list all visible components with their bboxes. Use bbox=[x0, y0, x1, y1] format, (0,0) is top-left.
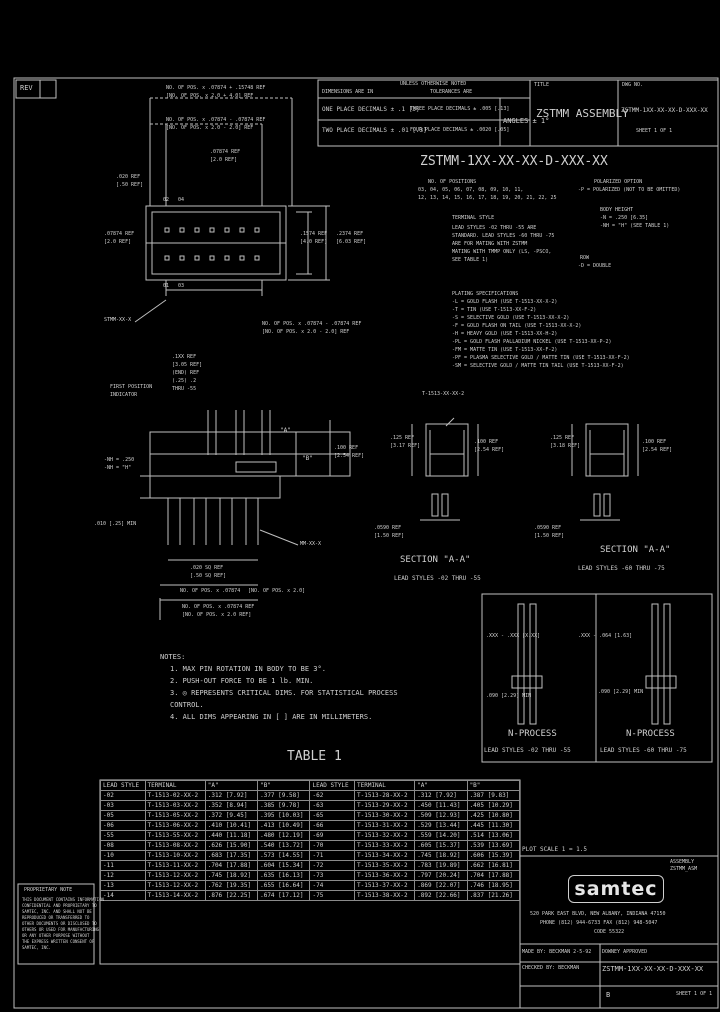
table-cell: T-1513-12-XX-2 bbox=[145, 871, 205, 881]
plating-line: -F = GOLD FLASH ON TAIL (USE T-1513-XX-X-2) bbox=[452, 323, 582, 329]
table-cell: .746 [18.95] bbox=[467, 881, 519, 891]
lead-style-notes bbox=[452, 226, 554, 263]
table-cell: .635 [16.13] bbox=[258, 871, 310, 881]
table-cell: .573 [14.55] bbox=[258, 851, 310, 861]
table-cell: .509 [12.93] bbox=[415, 811, 467, 821]
row-pitch-mm: [2.0 REF] bbox=[104, 239, 132, 245]
table-cell: .445 [11.30] bbox=[467, 821, 519, 831]
side-callout: MM-XX-X bbox=[300, 541, 322, 547]
col-header: "B" bbox=[467, 781, 519, 791]
table-cell: -11 bbox=[101, 861, 146, 871]
table-cell: T-1513-02-XX-2 bbox=[145, 791, 205, 801]
table-cell: -05 bbox=[101, 811, 146, 821]
body-height-title: BODY HEIGHT bbox=[600, 207, 634, 213]
proprietary-line: REPRODUCED OR TRANSFERRED TO bbox=[22, 915, 90, 920]
top-dim1: NO. OF POS. x .07874 + .15748 REF bbox=[166, 85, 266, 91]
table-cell: T-1513-32-XX-2 bbox=[355, 831, 415, 841]
proprietary-text bbox=[22, 898, 104, 950]
company-phone: PHONE (812) 944-6733 FAX (812) 948-5047 bbox=[540, 920, 658, 926]
table-cell: T-1513-38-XX-2 bbox=[355, 891, 415, 901]
body-height-nh: -NH = "H" bbox=[104, 465, 132, 471]
top-pitch: .07874 REF bbox=[210, 149, 241, 155]
table-row bbox=[101, 861, 520, 871]
section2-sub: LEAD STYLES -60 THRU -75 bbox=[578, 565, 665, 572]
table-cell: .372 [9.45] bbox=[205, 811, 257, 821]
pin-label: 03 bbox=[178, 283, 185, 289]
positions-line1: 03, 04, 05, 06, 07, 08, 09, 10, 11, bbox=[418, 187, 524, 193]
table-cell: .662 [16.81] bbox=[467, 861, 519, 871]
plating-line: -S = SELECTIVE GOLD (USE T-1513-XX-X-2) bbox=[452, 315, 570, 321]
note-line: 4. ALL DIMS APPEARING IN [ ] ARE IN MILLIMETERS. bbox=[170, 713, 373, 721]
table-cell: -63 bbox=[310, 801, 355, 811]
proprietary-line: THIS DOCUMENT CONTAINS INFORMATION bbox=[22, 897, 104, 902]
company-code: CODE 55322 bbox=[594, 929, 625, 935]
table-cell: T-1513-10-XX-2 bbox=[145, 851, 205, 861]
top-dim2-mm: [NO. OF POS. x 2.0 - 2.0] REF bbox=[166, 125, 254, 131]
table-cell: .745 [18.92] bbox=[205, 871, 257, 881]
nprocess1-sub: LEAD STYLES -02 THRU -55 bbox=[484, 747, 571, 754]
sheet-number: SHEET 1 OF 1 bbox=[636, 128, 673, 134]
proprietary-line: OTHER DOCUMENTS OR DISCLOSED TO bbox=[22, 921, 97, 926]
table-cell: .480 [12.19] bbox=[258, 831, 310, 841]
approved-by: DOWNEY APPROVED bbox=[602, 949, 648, 955]
section1-left: .125 REF bbox=[390, 435, 415, 441]
side-bot3-mm: [NO. OF POS. x 2.0 REF] bbox=[182, 612, 252, 618]
lead-note-line: SEE TABLE 1) bbox=[452, 257, 489, 263]
side-ref4: THRU -55 bbox=[172, 386, 197, 392]
table-cell: T-1513-11-XX-2 bbox=[145, 861, 205, 871]
table-cell: -71 bbox=[310, 851, 355, 861]
table-cell: -74 bbox=[310, 881, 355, 891]
top-edge-mm: [.50 REF] bbox=[116, 182, 144, 188]
plating-line: -H = HEAVY GOLD (USE T-1513-XX-H-2) bbox=[452, 331, 558, 337]
table-title: TABLE 1 bbox=[287, 749, 342, 764]
table-cell: .450 [11.43] bbox=[415, 801, 467, 811]
assembly-label: ASSEMBLY bbox=[670, 859, 695, 865]
table-row bbox=[101, 801, 520, 811]
table-cell: .377 [9.58] bbox=[258, 791, 310, 801]
side-right-dim-mm: [2.54 REF] bbox=[334, 453, 365, 459]
table-cell: -13 bbox=[101, 881, 146, 891]
drawing-title: ZSTMM ASSEMBLY bbox=[536, 107, 629, 120]
plating-line: -L = GOLD FLASH (USE T-1513-XX-X-2) bbox=[452, 299, 558, 305]
col-header: LEAD STYLE bbox=[310, 781, 355, 791]
angles-tolerance: ANGLES ± 1° bbox=[503, 117, 550, 125]
note-line: 2. PUSH-OUT FORCE TO BE 1 lb. MIN. bbox=[170, 677, 314, 685]
section2-right-mm: [2.54 REF] bbox=[642, 447, 673, 453]
side-bot2-mm: [NO. OF POS. x 2.0] bbox=[248, 588, 306, 594]
table-cell: .762 [19.35] bbox=[205, 881, 257, 891]
rev-label: REV bbox=[20, 84, 33, 92]
plating-line: -PL = GOLD FLASH PALLADIUM NICKEL (USE T-1513-XX-P-2) bbox=[452, 339, 612, 345]
dim-b-label: "B" bbox=[302, 455, 313, 462]
note-line: 1. MAX PIN ROTATION IN BODY TO BE 3°. bbox=[170, 665, 326, 673]
table-cell: .405 [10.29] bbox=[467, 801, 519, 811]
table-cell: -03 bbox=[101, 801, 146, 811]
polarized-sub: -P = POLARIZED (NOT TO BE OMITTED) bbox=[578, 187, 681, 193]
proprietary-line: OR ANY OTHER PURPOSE WITHOUT bbox=[22, 933, 90, 938]
proprietary-line: THE EXPRESS WRITTEN CONSENT OF bbox=[22, 939, 95, 944]
table-cell: .387 [9.83] bbox=[467, 791, 519, 801]
dwg-number: ZSTMM-1XX-XX-XX-D-XXX-XX bbox=[621, 107, 708, 114]
table-cell: -10 bbox=[101, 851, 146, 861]
made-by: MADE BY: BECKMAN 2-5-92 bbox=[522, 949, 592, 955]
section1-bottom: .0590 REF bbox=[374, 525, 402, 531]
section1-callout: T-1513-XX-XX-2 bbox=[422, 391, 465, 397]
table-cell: .797 [20.24] bbox=[415, 871, 467, 881]
top-pitch-mm: [2.0 REF] bbox=[210, 157, 238, 163]
nprocess1-d2: .090 [2.29] MIN bbox=[486, 693, 532, 699]
table-cell: -08 bbox=[101, 841, 146, 851]
table-header-row bbox=[101, 781, 520, 791]
dwg-label: DWG NO. bbox=[622, 82, 644, 88]
table-cell: -62 bbox=[310, 791, 355, 801]
col-header: TERMINAL bbox=[145, 781, 205, 791]
table-row bbox=[101, 851, 520, 861]
body-height-line: -N = .250 [6.35] bbox=[600, 215, 649, 221]
table-cell: T-1513-08-XX-2 bbox=[145, 841, 205, 851]
table-row bbox=[101, 841, 520, 851]
side-bot1: .020 SQ REF bbox=[190, 565, 224, 571]
table-cell: -14 bbox=[101, 891, 146, 901]
plating-line: -PF = PLASMA SELECTIVE GOLD / MATTE TIN (USE T-1513-XX-F-2) bbox=[452, 355, 630, 361]
pin-label: 02 bbox=[163, 197, 170, 203]
top-dim1-mm: [NO. OF POS. x 2.0 + 4.0] REF bbox=[166, 93, 254, 99]
col-header: "A" bbox=[205, 781, 257, 791]
checked-by: CHECKED BY: BECKMAN bbox=[522, 965, 580, 971]
section1-sub: LEAD STYLES -02 THRU -55 bbox=[394, 575, 481, 582]
section2-title: SECTION "A-A" bbox=[600, 545, 671, 555]
table-cell: -66 bbox=[310, 821, 355, 831]
table-cell: .655 [16.64] bbox=[258, 881, 310, 891]
table-cell: .892 [22.66] bbox=[415, 891, 467, 901]
table-cell: .837 [21.26] bbox=[467, 891, 519, 901]
nprocess1-d1: .XXX - .XXX [X.XX] bbox=[486, 633, 541, 639]
table-cell: .395 [10.03] bbox=[258, 811, 310, 821]
section1-title: SECTION "A-A" bbox=[400, 555, 471, 565]
width1: .1574 REF bbox=[300, 231, 328, 237]
table-cell: T-1513-29-XX-2 bbox=[355, 801, 415, 811]
table-cell: -69 bbox=[310, 831, 355, 841]
lead-note-line: LEAD STYLES -02 THRU -55 ARE bbox=[452, 225, 537, 231]
row-sub: -D = DOUBLE bbox=[578, 263, 612, 269]
table-row bbox=[101, 821, 520, 831]
table-cell: .704 [17.88] bbox=[205, 861, 257, 871]
section2-bottom: .0590 REF bbox=[534, 525, 562, 531]
table-row bbox=[101, 881, 520, 891]
width2: .2374 REF bbox=[336, 231, 364, 237]
footer-dwg-number: ZSTMM-1XX-XX-XX-D-XXX-XX bbox=[602, 965, 704, 973]
table-cell: -65 bbox=[310, 811, 355, 821]
one-place-tolerance: ONE PLACE DECIMALS ± .1 [3] bbox=[322, 106, 420, 113]
note-line: 3. ◎ REPRESENTS CRITICAL DIMS. FOR STATISTICAL PROCESS bbox=[170, 689, 398, 697]
top-callout: STMM-XX-X bbox=[104, 317, 132, 323]
table-cell: T-1513-35-XX-2 bbox=[355, 861, 415, 871]
table-cell: T-1513-31-XX-2 bbox=[355, 821, 415, 831]
width2-mm: [6.03 REF] bbox=[336, 239, 367, 245]
side-ref1: .1XX REF bbox=[172, 354, 197, 360]
nprocess2-d2: .090 [2.29] MIN bbox=[598, 689, 644, 695]
table-cell: -12 bbox=[101, 871, 146, 881]
top-dim2: NO. OF POS. x .07874 - .07874 REF bbox=[166, 117, 266, 123]
table-cell: .529 [13.44] bbox=[415, 821, 467, 831]
pin-label: 01 bbox=[163, 283, 170, 289]
table-cell: .539 [13.69] bbox=[467, 841, 519, 851]
lead-style-title: TERMINAL STYLE bbox=[452, 215, 495, 221]
table-cell: .413 [10.49] bbox=[258, 821, 310, 831]
table-cell: .745 [18.92] bbox=[415, 851, 467, 861]
proprietary-line: OTHERS OR USED FOR MANUFACTURING bbox=[22, 927, 100, 932]
table-row bbox=[101, 791, 520, 801]
col-header: LEAD STYLE bbox=[101, 781, 146, 791]
status-label: ZSTMM_ASM bbox=[670, 866, 698, 872]
table-cell: .352 [8.94] bbox=[205, 801, 257, 811]
section2-bottom-mm: [1.50 REF] bbox=[534, 533, 565, 539]
table-cell: T-1513-33-XX-2 bbox=[355, 841, 415, 851]
company-address: 520 PARK EAST BLVD, NEW ALBANY, INDIANA 47150 bbox=[530, 911, 666, 917]
four-place-tolerance: FOUR PLACE DECIMALS ± .0020 [.05] bbox=[410, 127, 510, 133]
table-cell: .704 [17.88] bbox=[467, 871, 519, 881]
footer-sheet: SHEET 1 OF 1 bbox=[676, 991, 713, 997]
proprietary-line: SAMTEC, INC. AND SHALL NOT BE bbox=[22, 909, 92, 914]
table-cell: .312 [7.92] bbox=[415, 791, 467, 801]
table-cell: -73 bbox=[310, 871, 355, 881]
table-cell: T-1513-55-XX-2 bbox=[145, 831, 205, 841]
lead-style-table bbox=[100, 780, 520, 901]
body-height-line: -NH = "H" (SEE TABLE 1) bbox=[600, 223, 670, 229]
table-cell: .514 [13.06] bbox=[467, 831, 519, 841]
plating-title: PLATING SPECIFICATIONS bbox=[452, 291, 519, 297]
plating-line: -T = TIN (USE T-1513-XX-F-2) bbox=[452, 307, 537, 313]
plot-scale: PLOT SCALE 1 = 1.5 bbox=[522, 846, 588, 853]
table-row bbox=[101, 871, 520, 881]
table-cell: .605 [15.37] bbox=[415, 841, 467, 851]
nprocess1-title: N-PROCESS bbox=[508, 729, 557, 739]
plating-list bbox=[452, 300, 630, 369]
table-cell: T-1513-37-XX-2 bbox=[355, 881, 415, 891]
tolerance-dimensions: DIMENSIONS ARE IN bbox=[322, 89, 374, 95]
side-left-dim: .010 [.25] MIN bbox=[94, 521, 137, 527]
width1-mm: [4.0 REF] bbox=[300, 239, 328, 245]
dim-a-label: "A" bbox=[280, 427, 291, 434]
table-cell: .312 [7.92] bbox=[205, 791, 257, 801]
proprietary-line: SAMTEC, INC. bbox=[22, 945, 51, 950]
two-place-tolerance: TWO PLACE DECIMALS ± .01 [.3] bbox=[322, 127, 427, 134]
first-position-indicator: INDICATOR bbox=[110, 392, 138, 398]
side-ref3: (.25) .2 bbox=[172, 378, 197, 384]
sheet-size: B bbox=[606, 991, 611, 999]
plating-line: -SM = SELECTIVE GOLD / MATTE TIN TAIL (USE T-1513-XX-F-2) bbox=[452, 363, 624, 369]
section1-right: .100 REF bbox=[474, 439, 499, 445]
section2-right: .100 REF bbox=[642, 439, 667, 445]
title-label: TITLE bbox=[534, 82, 550, 88]
lead-note-line: MATING WITH TMMP ONLY (LS, -PSCO, bbox=[452, 249, 552, 255]
notes-title: NOTES: bbox=[160, 653, 186, 661]
table-cell: .410 [10.41] bbox=[205, 821, 257, 831]
table-cell: T-1513-14-XX-2 bbox=[145, 891, 205, 901]
table-cell: -06 bbox=[101, 821, 146, 831]
pin-label: 04 bbox=[178, 197, 185, 203]
top-bottom-dim: NO. OF POS. x .07874 - .07874 REF bbox=[262, 321, 362, 327]
table-cell: -55 bbox=[101, 831, 146, 841]
note-line: CONTROL. bbox=[170, 701, 204, 709]
nprocess2-d1: .XXX - .064 [1.63] bbox=[578, 633, 633, 639]
section1-bottom-mm: [1.50 REF] bbox=[374, 533, 405, 539]
part-number-code: ZSTMM-1XX-XX-XX-D-XXX-XX bbox=[420, 154, 608, 169]
table-cell: .385 [9.78] bbox=[258, 801, 310, 811]
table-cell: .876 [22.25] bbox=[205, 891, 257, 901]
side-bot1-mm: [.50 SQ REF] bbox=[190, 573, 227, 579]
table-cell: T-1513-12-XX-2 bbox=[145, 881, 205, 891]
table-cell: T-1513-06-XX-2 bbox=[145, 821, 205, 831]
section1-left-mm: [3.17 REF] bbox=[390, 443, 421, 449]
side-ref1-mm: [3.05 REF] bbox=[172, 362, 203, 368]
table-cell: T-1513-34-XX-2 bbox=[355, 851, 415, 861]
lead-note-line: ARE FOR MATING WITH ZSTMM bbox=[452, 241, 528, 247]
table-cell: .869 [22.07] bbox=[415, 881, 467, 891]
proprietary-title: PROPRIETARY NOTE bbox=[24, 887, 73, 893]
table-cell: .674 [17.12] bbox=[258, 891, 310, 901]
row-pitch: .07874 REF bbox=[104, 231, 135, 237]
positions-line2: 12, 13, 14, 15, 16, 17, 18, 19, 20, 21, 22, 25 bbox=[418, 195, 557, 201]
col-header: "A" bbox=[415, 781, 467, 791]
side-right-dim: .100 REF bbox=[334, 445, 359, 451]
first-position: FIRST POSITION bbox=[110, 384, 153, 390]
table-cell: .440 [11.18] bbox=[205, 831, 257, 841]
table-cell: -70 bbox=[310, 841, 355, 851]
plating-line: -FM = MATTE TIN (USE T-1513-XX-F-2) bbox=[452, 347, 558, 353]
tolerance-label: TOLERANCES ARE bbox=[430, 89, 473, 95]
side-bot3: NO. OF POS. x .07874 REF bbox=[182, 604, 255, 610]
body-height-n: -NH = .250 bbox=[104, 457, 135, 463]
notes-list bbox=[170, 666, 398, 721]
tolerance-header: UNLESS OTHERWISE NOTED bbox=[400, 81, 467, 87]
table-cell: -75 bbox=[310, 891, 355, 901]
table-cell: .683 [17.35] bbox=[205, 851, 257, 861]
table-cell: .559 [14.20] bbox=[415, 831, 467, 841]
section1-right-mm: [2.54 REF] bbox=[474, 447, 505, 453]
lead-note-line: STANDARD. LEAD STYLES -60 THRU -75 bbox=[452, 233, 555, 239]
table-cell: T-1513-30-XX-2 bbox=[355, 811, 415, 821]
top-edge: .020 REF bbox=[116, 174, 141, 180]
table-row bbox=[101, 891, 520, 901]
section2-left-mm: [3.18 REF] bbox=[550, 443, 581, 449]
side-ref2: (END) REF bbox=[172, 370, 200, 376]
three-place-tolerance: THREE PLACE DECIMALS ± .005 [.13] bbox=[410, 106, 510, 112]
table-cell: T-1513-28-XX-2 bbox=[355, 791, 415, 801]
table-cell: .604 [15.34] bbox=[258, 861, 310, 871]
table-cell: T-1513-36-XX-2 bbox=[355, 871, 415, 881]
proprietary-line: CONFIDENTIAL AND PROPRIETARY TO bbox=[22, 903, 97, 908]
top-bottom-dim-mm: [NO. OF POS. x 2.0 - 2.0] REF bbox=[262, 329, 350, 335]
polarized-title: POLARIZED OPTION bbox=[594, 179, 643, 185]
side-bot2: NO. OF POS. x .07874 bbox=[180, 588, 241, 594]
col-header: "B" bbox=[258, 781, 310, 791]
table-cell: -72 bbox=[310, 861, 355, 871]
table-cell: .606 [15.39] bbox=[467, 851, 519, 861]
table-cell: .783 [19.89] bbox=[415, 861, 467, 871]
table-cell: .626 [15.90] bbox=[205, 841, 257, 851]
table-cell: -02 bbox=[101, 791, 146, 801]
positions-title: NO. OF POSITIONS bbox=[428, 179, 477, 185]
nprocess2-title: N-PROCESS bbox=[626, 729, 675, 739]
section2-left: .125 REF bbox=[550, 435, 575, 441]
table-cell: T-1513-03-XX-2 bbox=[145, 801, 205, 811]
table-row bbox=[101, 811, 520, 821]
row-title: ROW bbox=[580, 255, 590, 261]
samtec-logo: samtec bbox=[568, 875, 664, 903]
nprocess2-sub: LEAD STYLES -60 THRU -75 bbox=[600, 747, 687, 754]
table-cell: .540 [13.72] bbox=[258, 841, 310, 851]
col-header: TERMINAL bbox=[355, 781, 415, 791]
table-row bbox=[101, 831, 520, 841]
table-cell: .425 [10.80] bbox=[467, 811, 519, 821]
table-cell: T-1513-05-XX-2 bbox=[145, 811, 205, 821]
